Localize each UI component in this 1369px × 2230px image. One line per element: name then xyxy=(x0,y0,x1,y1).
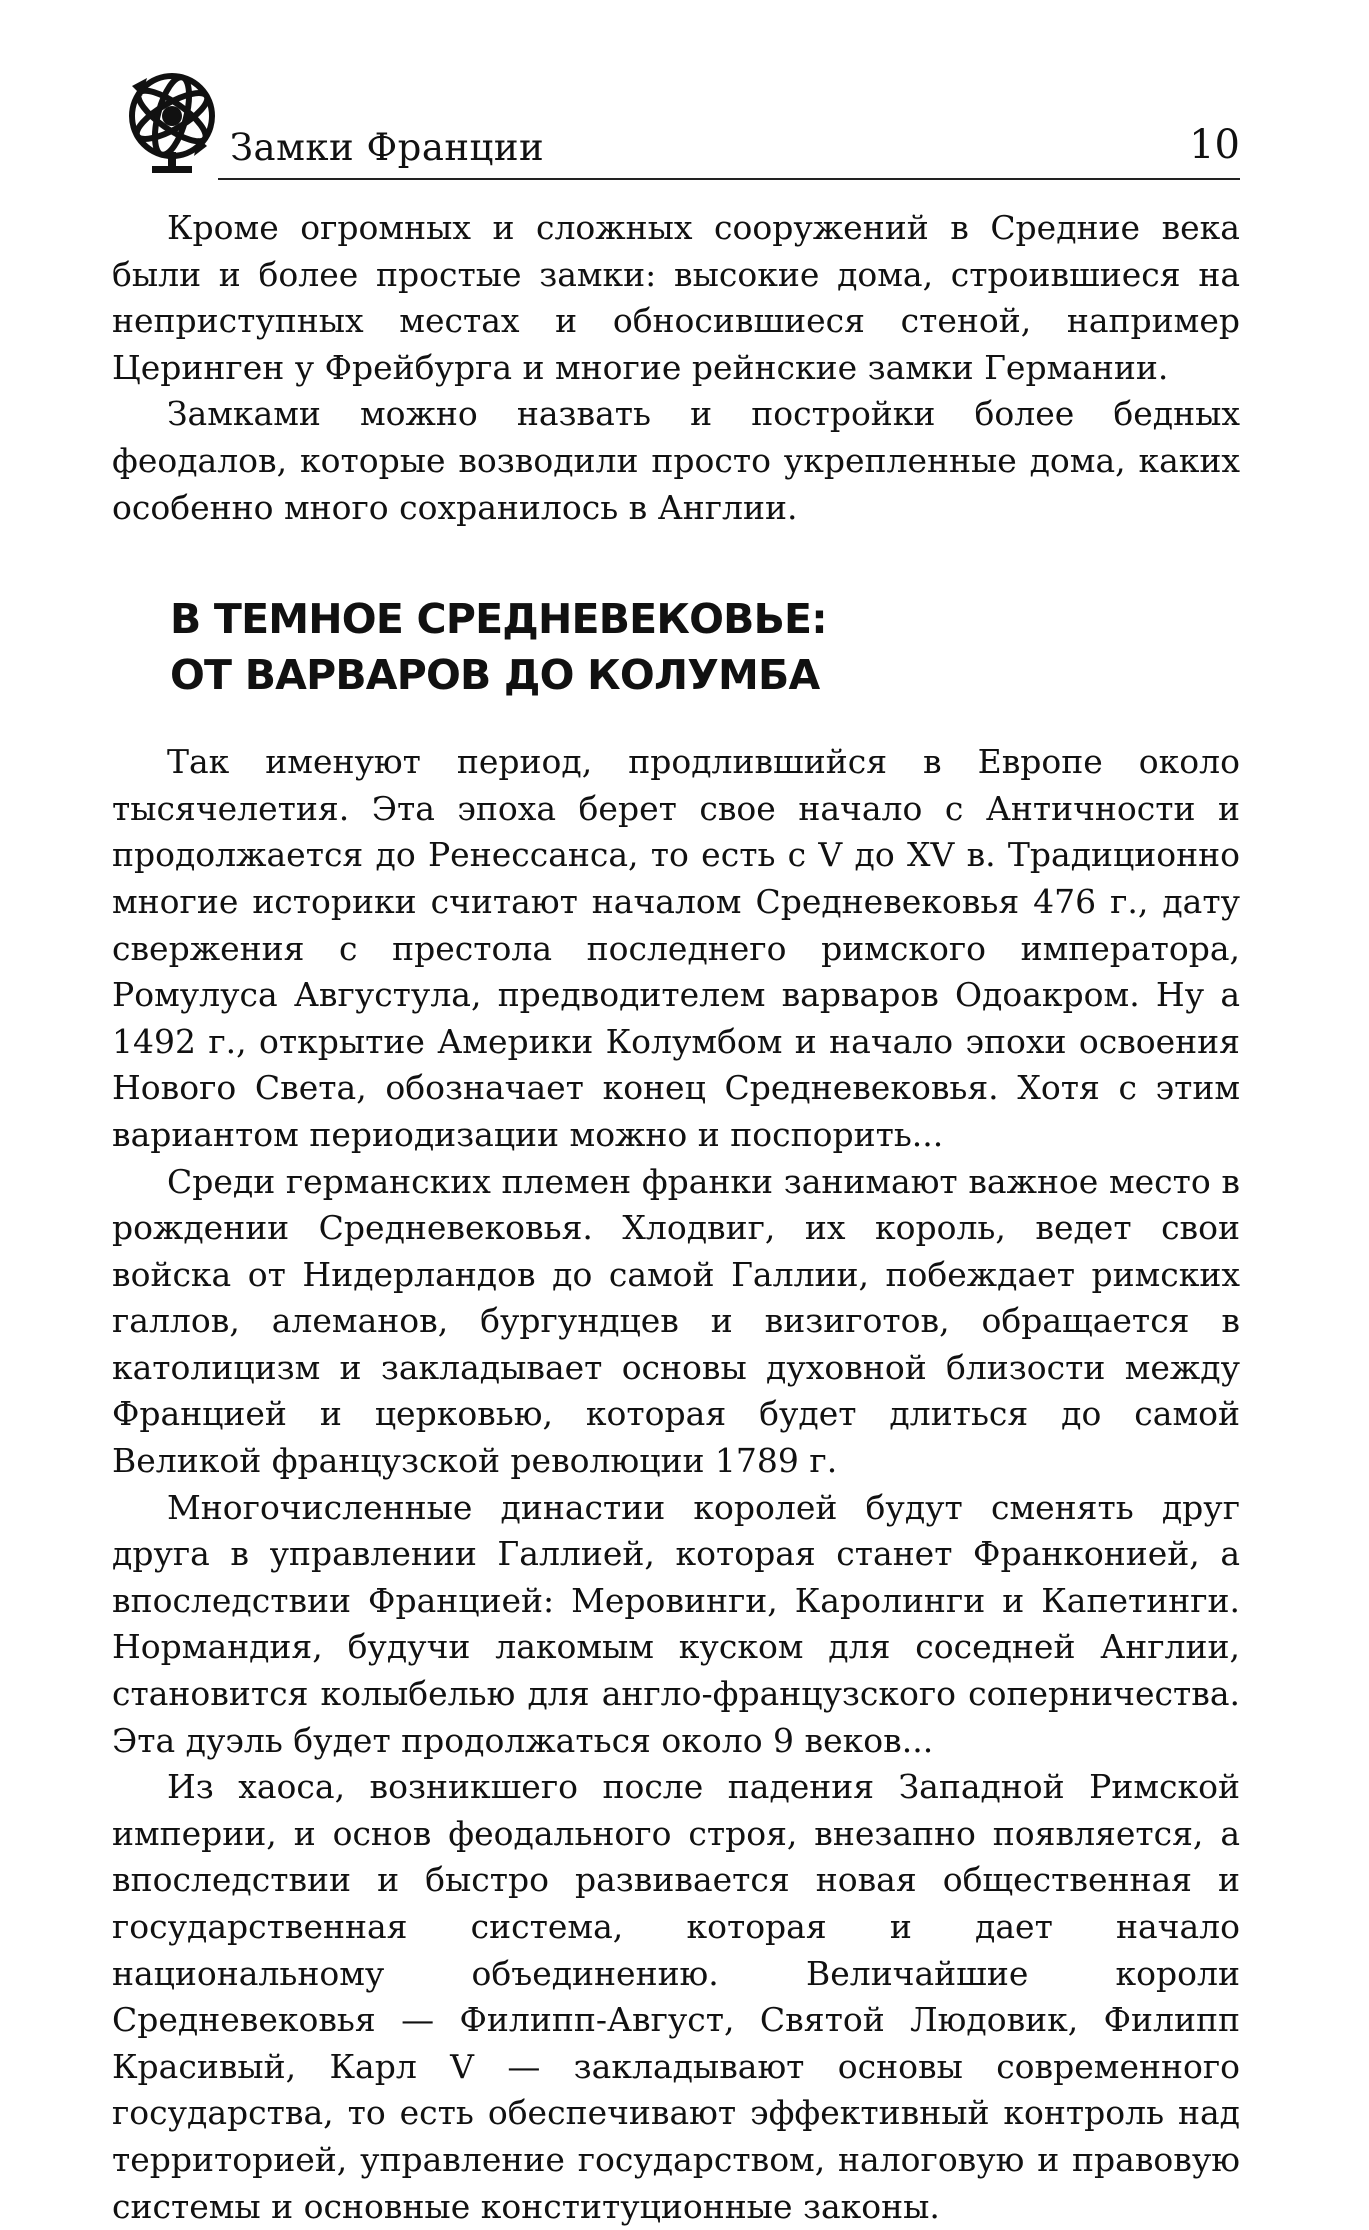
paragraph-section-2: Среди германских племен франки занимают важное место в рождении Средневековья. Хлодвиг, их король, ведет свои войска от Нидерландов до самой Галлии, побеждает римских галлов, алеманов, бургундцев и визиготов, обращается в католицизм и закладывает основы духовной близости между Францией и церковью, которая будет длиться до самой Великой французской революции 1789 г. xyxy=(112,1161,1240,1481)
armillary-sphere-icon xyxy=(112,56,232,176)
page-number: 10 xyxy=(1189,122,1240,168)
paragraph-section-1: Так именуют период, продлившийся в Европе около тысячелетия. Эта эпоха берет свое начало с Античности и продолжается до Ренессанса, то есть с V до XV в. Традиционно многие историки считают началом Средневековья 476 г., дату свержения с престола последнего римского императора, Ромулуса Августула, предводителем варваров Одоакром. Ну а 1492 г., открытие Америки Колумбом и начало эпохи освоения Нового Света, обозначает конец Средневековья. Хотя с этим вариантом периодизации можно и поспорить... xyxy=(112,742,1240,1154)
section-heading xyxy=(170,591,1240,703)
paragraph-section-4: Из хаоса, возникшего после падения Западной Римской империи, и основ феодального строя, внезапно появляется, а впоследствии и быстро развивается новая общественная и государственная система, которая и дает начало национальному объединению. Величайшие короли Средневековья — Филипп-Август, Святой Людовик, Филипп Красивый, Карл V — закладывают основы современного государства, то есть обеспечивают эффективный контроль над территорией, управление государством, налоговую и правовую системы и основные конституционные законы. xyxy=(112,1767,1240,2226)
page-header xyxy=(112,56,1240,182)
section-heading-line-2: ОТ ВАРВАРОВ ДО КОЛУМБА xyxy=(170,651,820,700)
paragraph-intro-1: Кроме огромных и сложных сооружений в Средние века были и более простые замки: высокие дома, строившиеся на неприступных местах и обносившиеся стеной, например Церинген у Фрейбурга и многие рейнские замки Германии. xyxy=(112,208,1240,387)
paragraph-section-3: Многочисленные династии королей будут сменять друг друга в управлении Галлией, которая станет Франконией, а впоследствии Францией: Меровинги, Каролинги и Капетинги. Нормандия, будучи лакомым куском для соседней Англии, становится колыбелью для англо-французского соперничества. Эта дуэль будет продолжаться около 9 веков... xyxy=(112,1487,1240,1760)
running-title: Замки Франции xyxy=(230,126,545,169)
paragraph-intro-2: Замками можно назвать и постройки более бедных феодалов, которые возводили просто укрепленные дома, каких особенно много сохранилось в Англии. xyxy=(112,394,1240,527)
header-divider xyxy=(218,178,1240,180)
page-body xyxy=(112,205,1240,2230)
section-heading-line-1: В ТЕМНОЕ СРЕДНЕВЕКОВЬЕ: xyxy=(170,595,827,644)
